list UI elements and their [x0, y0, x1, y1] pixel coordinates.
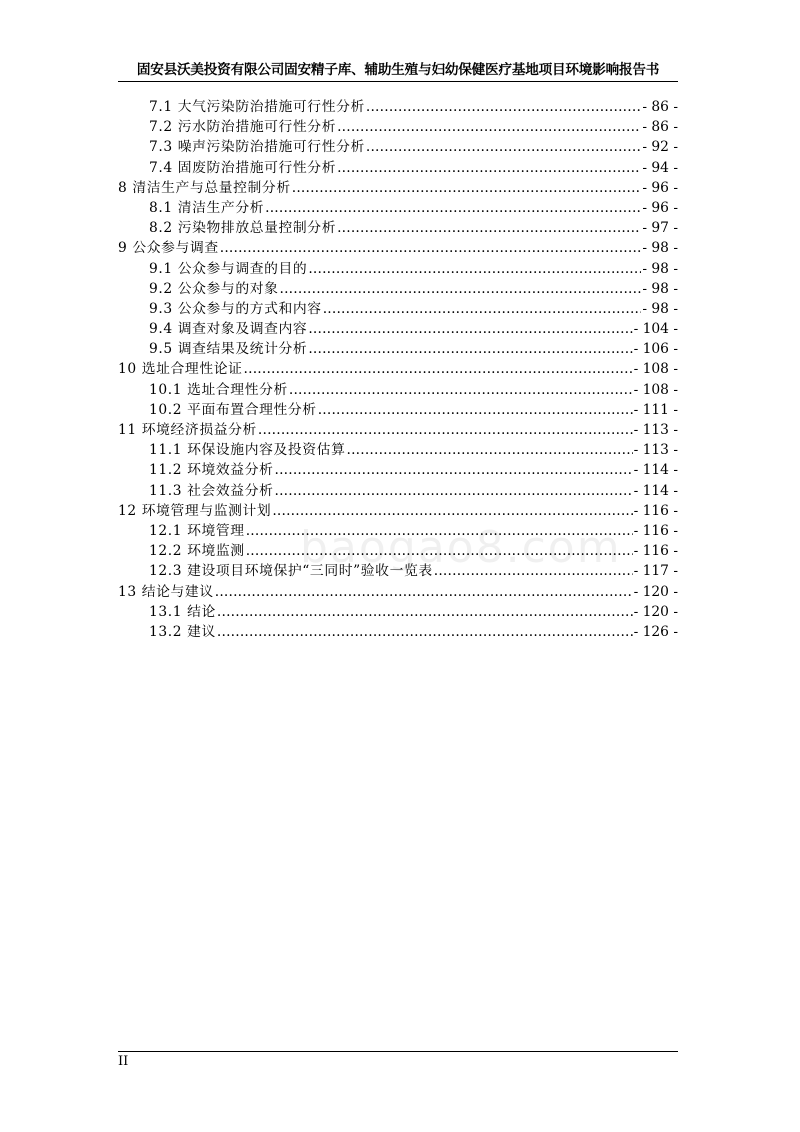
document-header-title: 固安县沃美投资有限公司固安精子库、辅助生殖与妇幼保健医疗基地项目环境影响报告书: [136, 62, 660, 78]
toc-chapter-entry[interactable]: [118, 501, 678, 521]
toc-section-entry[interactable]: [118, 299, 678, 319]
toc-section-entry[interactable]: [118, 380, 678, 400]
toc-entry-title: 13.1 结论: [149, 603, 216, 620]
toc-entry-page: - 92 -: [642, 139, 678, 156]
toc-dot-leader: [289, 380, 633, 400]
toc-section-entry[interactable]: [118, 561, 678, 581]
toc-chapter-entry[interactable]: [118, 420, 678, 440]
toc-chapter-entry[interactable]: [118, 582, 678, 602]
toc-entry-page: - 117 -: [633, 563, 678, 580]
toc-section-entry[interactable]: [118, 218, 678, 238]
toc-entry-page: - 96 -: [642, 199, 678, 216]
toc-entry-title: 7.1 大气污染防治措施可行性分析: [149, 99, 365, 115]
toc-dot-leader: [220, 238, 642, 258]
toc-entry-page: - 114 -: [633, 462, 678, 479]
footer-divider: [118, 1051, 678, 1052]
toc-section-entry[interactable]: [118, 541, 678, 561]
toc-entry-page: - 97 -: [642, 220, 678, 237]
toc-dot-leader: [308, 339, 632, 359]
page-number: II: [118, 1054, 129, 1069]
toc-dot-leader: [215, 582, 633, 602]
toc-dot-leader: [217, 602, 633, 622]
toc-entry-title: 9 公众参与调查: [118, 240, 219, 257]
toc-entry-title: 7.3 噪声污染防治措施可行性分析: [149, 139, 365, 156]
toc-dot-leader: [318, 400, 633, 420]
toc-entry-page: - 106 -: [633, 341, 678, 358]
toc-entry-title: 9.5 调查结果及统计分析: [149, 341, 308, 358]
toc-dot-leader: [308, 259, 641, 279]
toc-entry-page: - 116 -: [633, 543, 678, 560]
toc-dot-leader: [275, 481, 633, 501]
toc-entry-page: - 98 -: [642, 260, 678, 277]
toc-section-entry[interactable]: [118, 460, 678, 480]
toc-chapter-entry[interactable]: [118, 238, 678, 258]
toc-entry-page: - 104 -: [633, 321, 678, 338]
toc-entry-page: - 114 -: [633, 482, 678, 499]
toc-entry-page: - 113 -: [633, 442, 678, 459]
toc-entry-page: - 116 -: [633, 502, 678, 519]
toc-section-entry[interactable]: [118, 198, 678, 218]
toc-entry-title: 7.2 污水防治措施可行性分析: [149, 119, 337, 136]
toc-entry-title: 11.1 环保设施内容及投资估算: [149, 442, 346, 459]
toc-dot-leader: [323, 299, 642, 319]
toc-entry-title: 10 选址合理性论证: [118, 361, 243, 378]
toc-entry-page: - 96 -: [642, 179, 678, 196]
toc-entry-title: 9.3 公众参与的方式和内容: [149, 300, 322, 317]
toc-entry-page: - 98 -: [642, 240, 678, 257]
toc-entry-title: 9.1 公众参与调查的目的: [149, 260, 308, 277]
toc-entry-title: 8 清洁生产与总量控制分析: [118, 179, 291, 196]
toc-entry-title: 12.3 建设项目环境保护“三同时”验收一览表: [149, 563, 433, 580]
toc-dot-leader: [308, 319, 632, 339]
toc-section-entry[interactable]: [118, 117, 678, 137]
toc-entry-title: 12.2 环境监测: [149, 543, 245, 560]
toc-dot-leader: [337, 117, 641, 137]
toc-entry-page: - 86 -: [642, 99, 678, 115]
toc-dot-leader: [280, 279, 642, 299]
toc-dot-leader: [366, 137, 641, 157]
toc-section-entry[interactable]: [118, 137, 678, 157]
toc-entry-title: 9.4 调查对象及调查内容: [149, 321, 308, 338]
toc-section-entry[interactable]: [118, 158, 678, 178]
toc-dot-leader: [337, 218, 641, 238]
toc-section-entry[interactable]: [118, 521, 678, 541]
toc-entry-page: - 98 -: [642, 280, 678, 297]
toc-entry-title: 7.4 固废防治措施可行性分析: [149, 159, 337, 176]
toc-chapter-entry[interactable]: [118, 178, 678, 198]
toc-entry-page: - 116 -: [633, 522, 678, 539]
toc-dot-leader: [246, 541, 633, 561]
toc-section-entry[interactable]: [118, 97, 678, 117]
toc-dot-leader: [346, 440, 632, 460]
toc-dot-leader: [337, 158, 641, 178]
toc-section-entry[interactable]: [118, 622, 678, 642]
toc-dot-leader: [217, 622, 633, 642]
table-of-contents: [118, 97, 678, 642]
toc-entry-title: 12.1 环境管理: [149, 522, 245, 539]
toc-entry-page: - 120 -: [633, 583, 678, 600]
toc-entry-page: - 94 -: [642, 159, 678, 176]
toc-entry-title: 10.1 选址合理性分析: [149, 381, 288, 398]
toc-dot-leader: [275, 460, 633, 480]
toc-dot-leader: [244, 359, 633, 379]
toc-entry-page: - 98 -: [642, 300, 678, 317]
toc-entry-title: 10.2 平面布置合理性分析: [149, 401, 317, 418]
toc-dot-leader: [292, 178, 642, 198]
toc-entry-title: 9.2 公众参与的对象: [149, 280, 279, 297]
watermark-text: baogao8.com: [300, 522, 622, 573]
toc-section-entry[interactable]: [118, 319, 678, 339]
toc-entry-title: 13 结论与建议: [118, 583, 214, 600]
toc-dot-leader: [258, 420, 633, 440]
toc-entry-title: 12 环境管理与监测计划: [118, 502, 272, 519]
toc-entry-page: - 111 -: [633, 401, 678, 418]
toc-entry-page: - 126 -: [633, 623, 678, 640]
toc-dot-leader: [434, 561, 633, 581]
toc-entry-title: 11.2 环境效益分析: [149, 462, 274, 479]
toc-section-entry[interactable]: [118, 440, 678, 460]
toc-entry-page: - 120 -: [633, 603, 678, 620]
header-divider: [118, 81, 678, 82]
toc-entry-page: - 108 -: [633, 381, 678, 398]
toc-entry-title: 8.1 清洁生产分析: [149, 199, 265, 216]
toc-section-entry[interactable]: [118, 602, 678, 622]
toc-entry-page: - 113 -: [633, 422, 678, 438]
toc-entry-title: 8.2 污染物排放总量控制分析: [149, 220, 337, 237]
toc-section-entry[interactable]: [118, 279, 678, 299]
toc-entry-title: 13.2 建议: [149, 623, 216, 640]
toc-dot-leader: [272, 501, 632, 521]
toc-entry-page: - 86 -: [642, 119, 678, 136]
toc-dot-leader: [366, 97, 641, 117]
toc-entry-page: - 108 -: [633, 361, 678, 378]
toc-section-entry[interactable]: [118, 259, 678, 279]
toc-dot-leader: [246, 521, 633, 541]
toc-entry-title: 11 环境经济损益分析: [118, 422, 257, 438]
toc-chapter-entry[interactable]: [118, 359, 678, 379]
toc-section-entry[interactable]: [118, 481, 678, 501]
toc-section-entry[interactable]: [118, 339, 678, 359]
toc-section-entry[interactable]: [118, 400, 678, 420]
toc-dot-leader: [265, 198, 641, 218]
toc-entry-title: 11.3 社会效益分析: [149, 482, 274, 499]
